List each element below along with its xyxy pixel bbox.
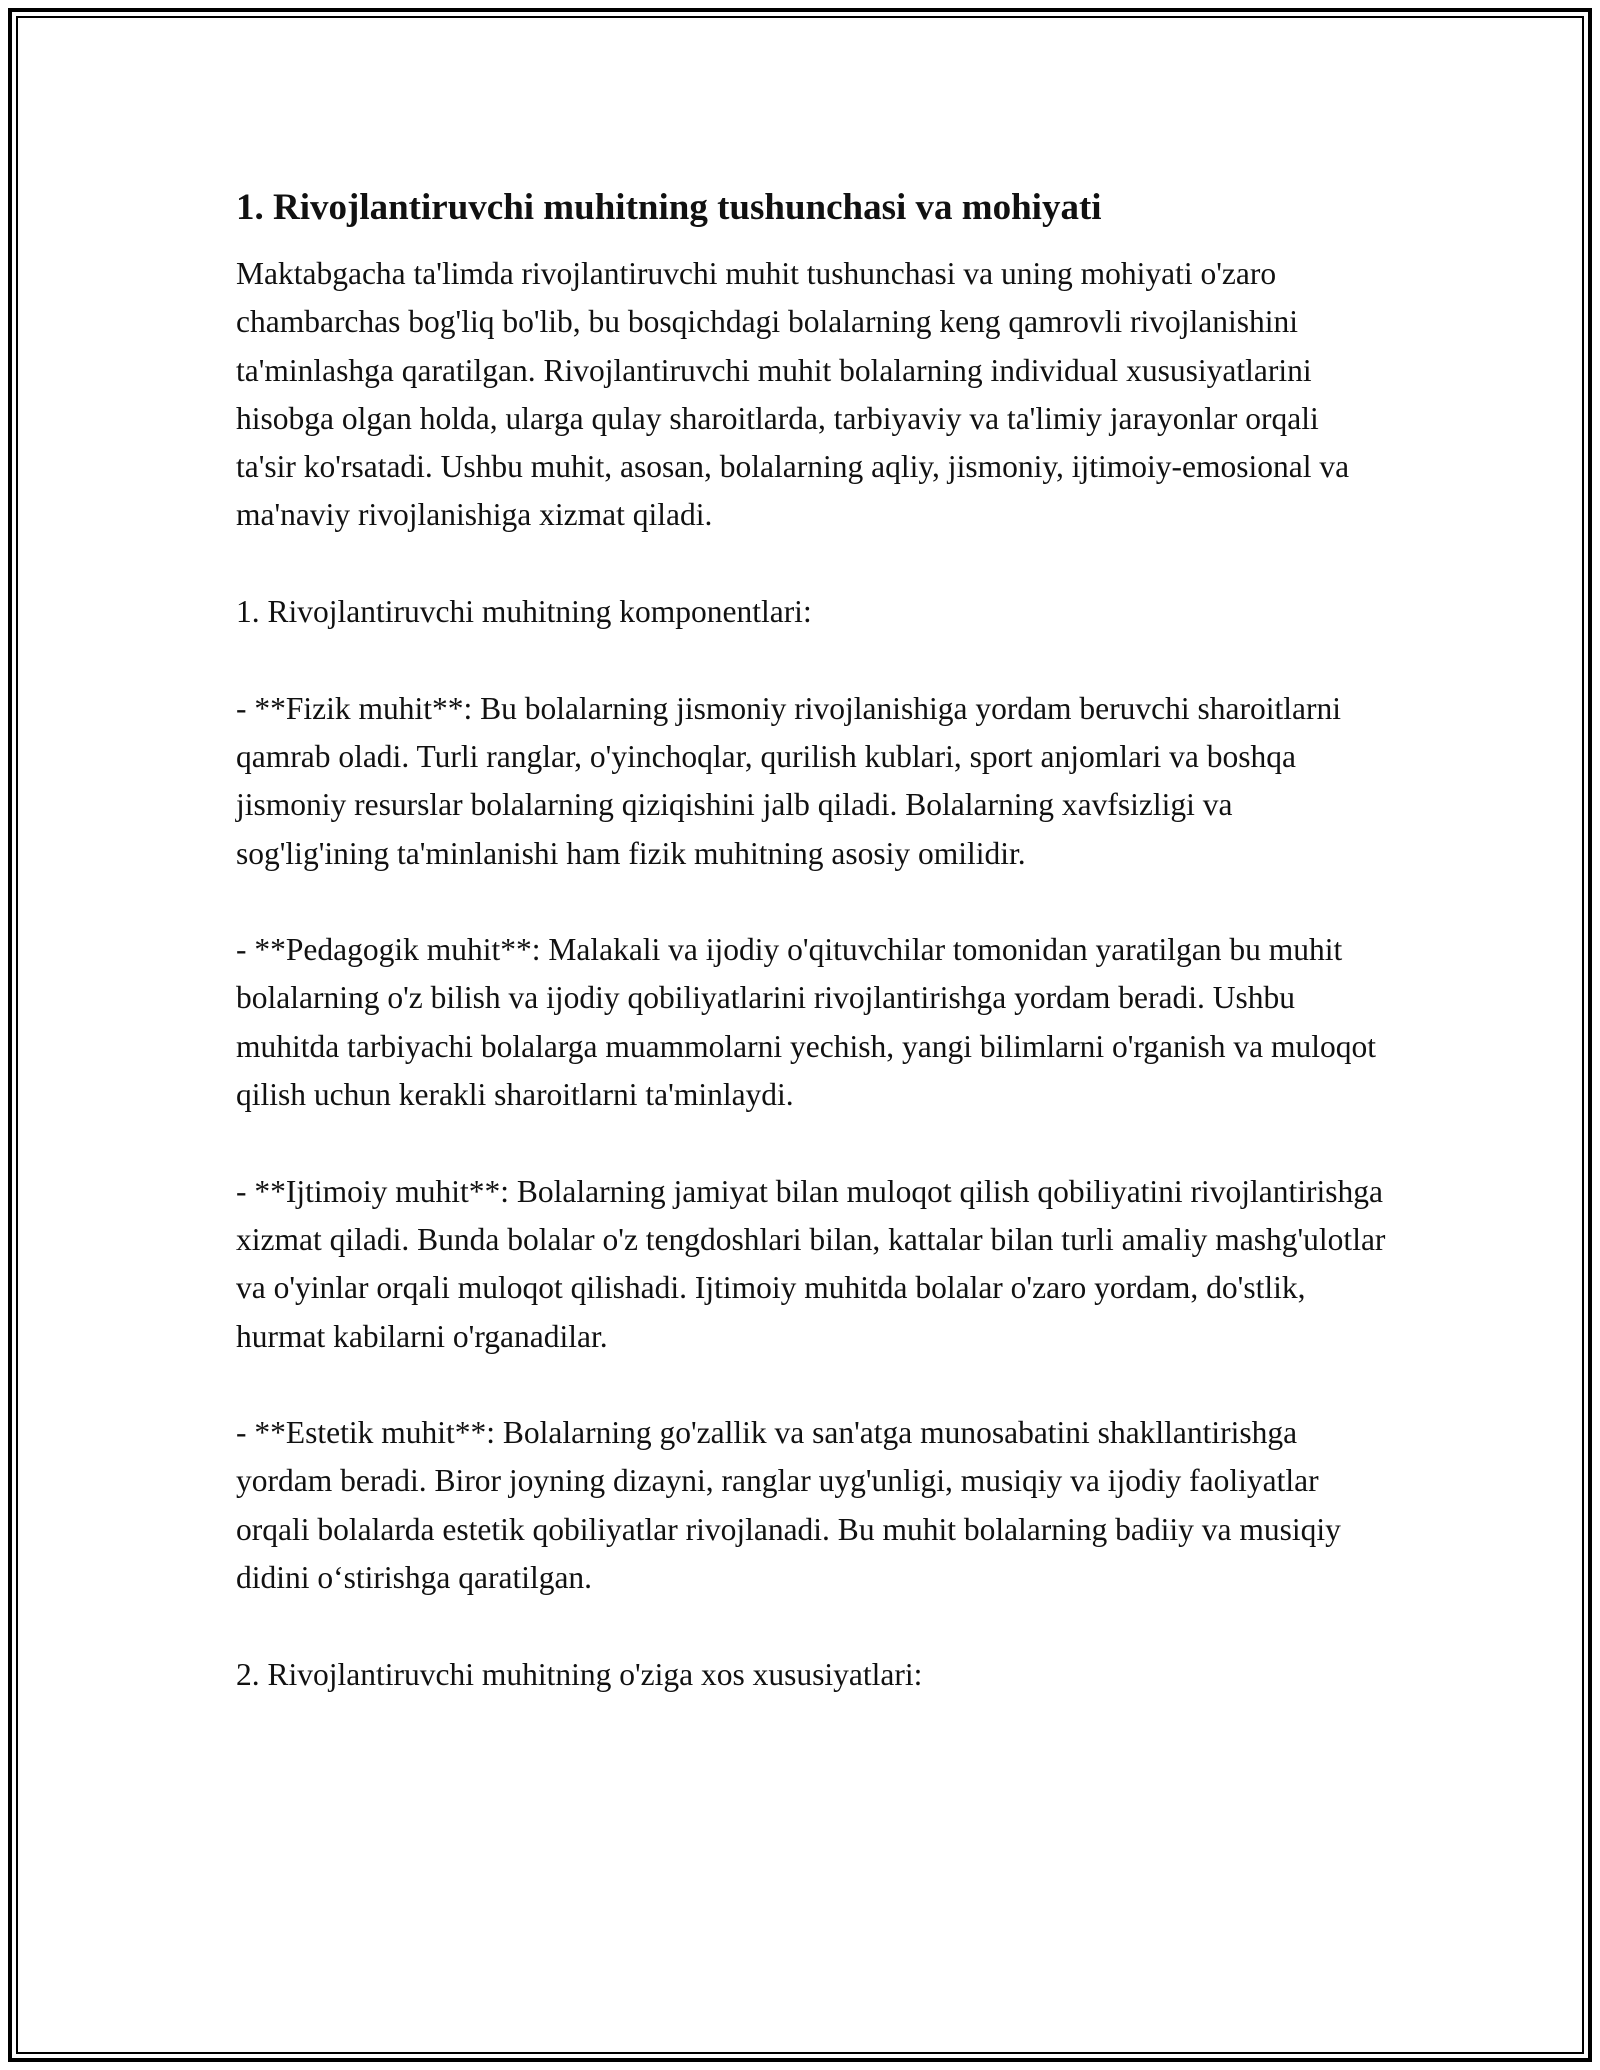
social-environment-paragraph: - **Ijtimoiy muhit**: Bolalarning jamiyat bilan muloqot qilish qobiliyatini rivojlantirishga xizmat qiladi. Bunda bolalar o'z tengdoshlari bilan, kattalar bilan turli amaliy mashg'ulotlar va o'yinlar orqali muloqot qilishadi. Ijtimoiy muhitda bolalar o'zaro yordam, do'stlik, hurmat kabilarni o'rganadilar. bbox=[236, 1173, 1386, 1354]
document-body bbox=[236, 184, 1386, 1747]
intro-paragraph: Maktabgacha ta'limda rivojlantiruvchi muhit tushunchasi va uning mohiyati o'zaro chambarchas bog'liq bo'lib, bu bosqichdagi bolalarning keng qamrovli rivojlanishini ta'minlashga qaratilgan. Rivojlantiruvchi muhit bolalarning individual xususiyatlarini hisobga olgan holda, ularga qulay sharoitlarda, tarbiyaviy va ta'limiy jarayonlar orqali ta'sir ko'rsatadi. Ushbu muhit, asosan, bolalarning aqliy, jismoniy, ijtimoiy-emosional va ma'naviy rivojlanishiga xizmat qiladi. bbox=[236, 256, 1350, 533]
aesthetic-environment-paragraph: - **Estetik muhit**: Bolalarning go'zallik va san'atga munosabatini shakllantirishga yordam beradi. Biror joyning dizayni, ranglar uyg'unligi, musiqiy va ijodiy faoliyatlar orqali bolalarda estetik qobiliyatlar rivojlanadi. Bu muhit bolalarning badiiy va musiqiy didini o‘stirishga qaratilgan. bbox=[236, 1415, 1341, 1596]
physical-environment-paragraph: - **Fizik muhit**: Bu bolalarning jismoniy rivojlanishiga yordam beruvchi sharoitlarni qamrab oladi. Turli ranglar, o'yinchoqlar, qurilish kublari, sport anjomlari va boshqa jismoniy resurslar bolalarning qiziqishini jalb qiladi. Bolalarning xavfsizligi va sog'lig'ining ta'minlanishi ham fizik muhitning asosiy omilidir. bbox=[236, 690, 1341, 871]
section-heading: 1. Rivojlantiruvchi muhitning tushunchasi va mohiyati bbox=[236, 187, 1102, 228]
components-subheading: 1. Rivojlantiruvchi muhitning komponentlari: bbox=[236, 594, 812, 630]
pedagogical-environment-paragraph: - **Pedagogik muhit**: Malakali va ijodiy o'qituvchilar tomonidan yaratilgan bu muhit bolalarning o'z bilish va ijodiy qobiliyatlarini rivojlantirishga yordam beradi. Ushbu muhitda tarbiyachi bolalarga muammolarni yechish, yangi bilimlarni o'rganish va muloqot qilish uchun kerakli sharoitlarni ta'minlaydi. bbox=[236, 932, 1377, 1113]
features-subheading: 2. Rivojlantiruvchi muhitning o'ziga xos xususiyatlari: bbox=[236, 1656, 923, 1692]
